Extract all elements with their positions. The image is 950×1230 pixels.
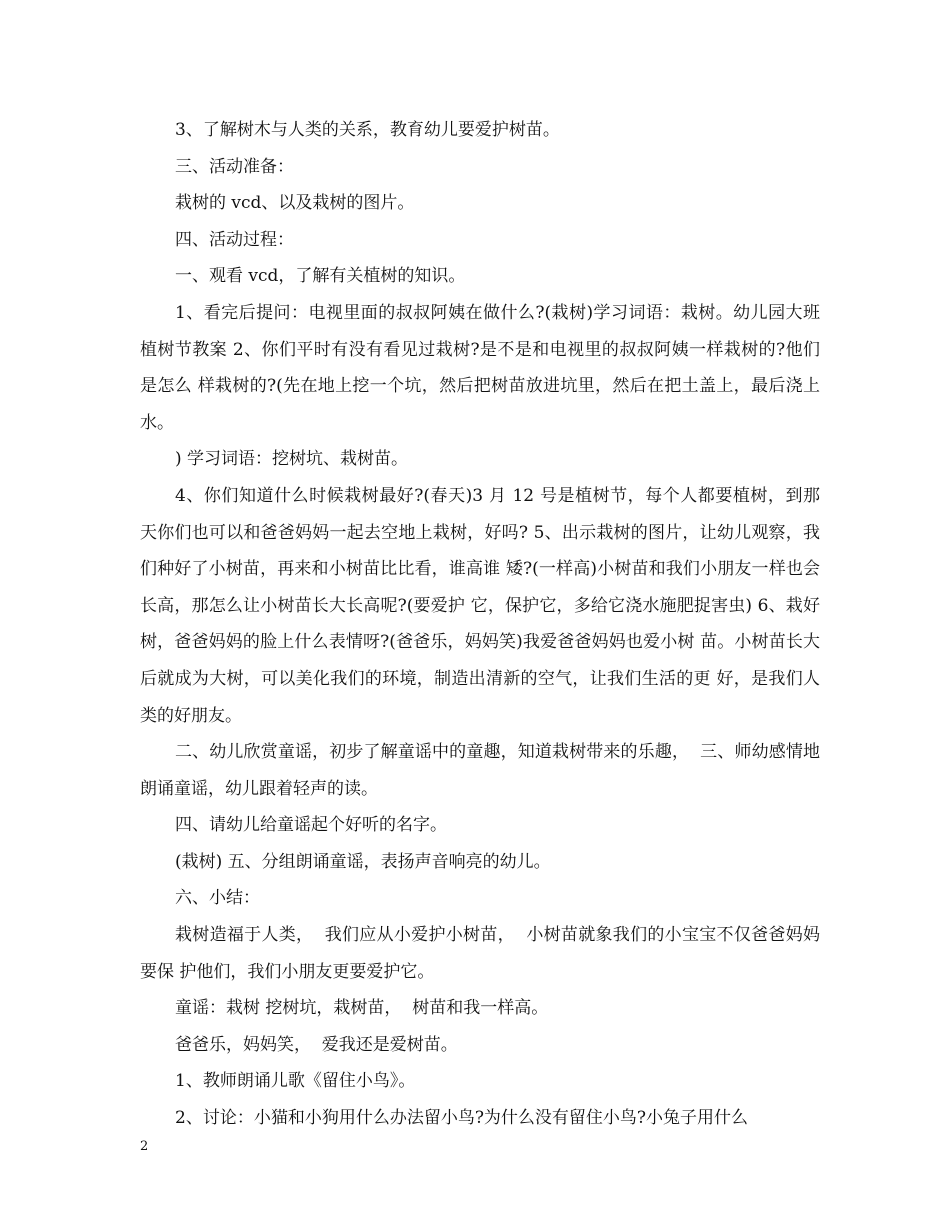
paragraph: 童谣：栽树 挖树坑，栽树苗， 树苗和我一样高。 — [175, 998, 549, 1019]
paragraph: 1、看完后提问：电视里面的叔叔阿姨在做什么?(栽树)学习词语：栽树。幼儿园大班植树节教案 2、你们平时有没有看见过栽树?是不是和电视里的叔叔阿姨一样栽树的?他们是怎么 样栽树的?(先在地上挖一个坑，然后把树苗放进坑里，然后在把土盖上，最后浇上水。 — [140, 302, 820, 433]
paragraph: 栽树造福于人类， 我们应从小爱护小树苗， 小树苗就象我们的小宝宝不仅爸爸妈妈要保 护他们，我们小朋友更要爱护它。 — [140, 925, 820, 982]
document-body — [140, 112, 826, 1137]
paragraph: 4、你们知道什么时候栽树最好?(春天)3 月 12 号是植树节，每个人都要植树，到那 天你们也可以和爸爸妈妈一起去空地上栽树，好吗? 5、出示栽树的图片，让幼儿观察，我们种好了小树苗，再来和小树苗比比看，谁高谁 矮?(一样高)小树苗和我们小朋友一样也会长高，那怎么让小树苗长大长高呢?(要爱护 它，保护它，多给它浇水施肥捉害虫) 6、栽好树，爸爸妈妈的脸上什么表情呀?(爸爸乐，妈妈笑)我爱爸爸妈妈也爱小树 苗。小树苗长大后就成为大树，可以美化我们的环境，制造出清新的空气，让我们生活的更 好，是我们人类的好朋友。 — [140, 485, 826, 726]
paragraph: 四、请幼儿给童谣起个好听的名字。 — [175, 815, 447, 836]
paragraph: (栽树) 五、分组朗诵童谣，表扬声音响亮的幼儿。 — [175, 851, 551, 872]
paragraph: 3、了解树木与人类的关系，教育幼儿要爱护树苗。 — [175, 120, 560, 140]
section-heading: 三、活动准备： — [175, 156, 294, 177]
paragraph: 栽树的 vcd、以及栽树的图片。 — [175, 193, 415, 214]
paragraph: 2、讨论：小猫和小狗用什么办法留小鸟?为什么没有留住小鸟?小兔子用什么 — [175, 1108, 749, 1129]
paragraph: 1、教师朗诵儿歌《留住小鸟》。 — [175, 1071, 416, 1092]
paragraph: 二、幼儿欣赏童谣，初步了解童谣中的童趣，知道栽树带来的乐趣， 三、师幼感情地朗诵童谣，幼儿跟着轻声的读。 — [140, 742, 820, 799]
section-heading: 四、活动过程： — [175, 229, 294, 250]
paragraph: ) 学习词语：挖树坑、栽树苗。 — [175, 449, 409, 470]
section-heading: 六、小结： — [175, 888, 260, 909]
paragraph: 一、观看 vcd，了解有关植树的知识。 — [175, 266, 466, 287]
paragraph: 爸爸乐，妈妈笑， 爱我还是爱树苗。 — [175, 1034, 458, 1055]
page-number: 2 — [140, 1139, 149, 1154]
